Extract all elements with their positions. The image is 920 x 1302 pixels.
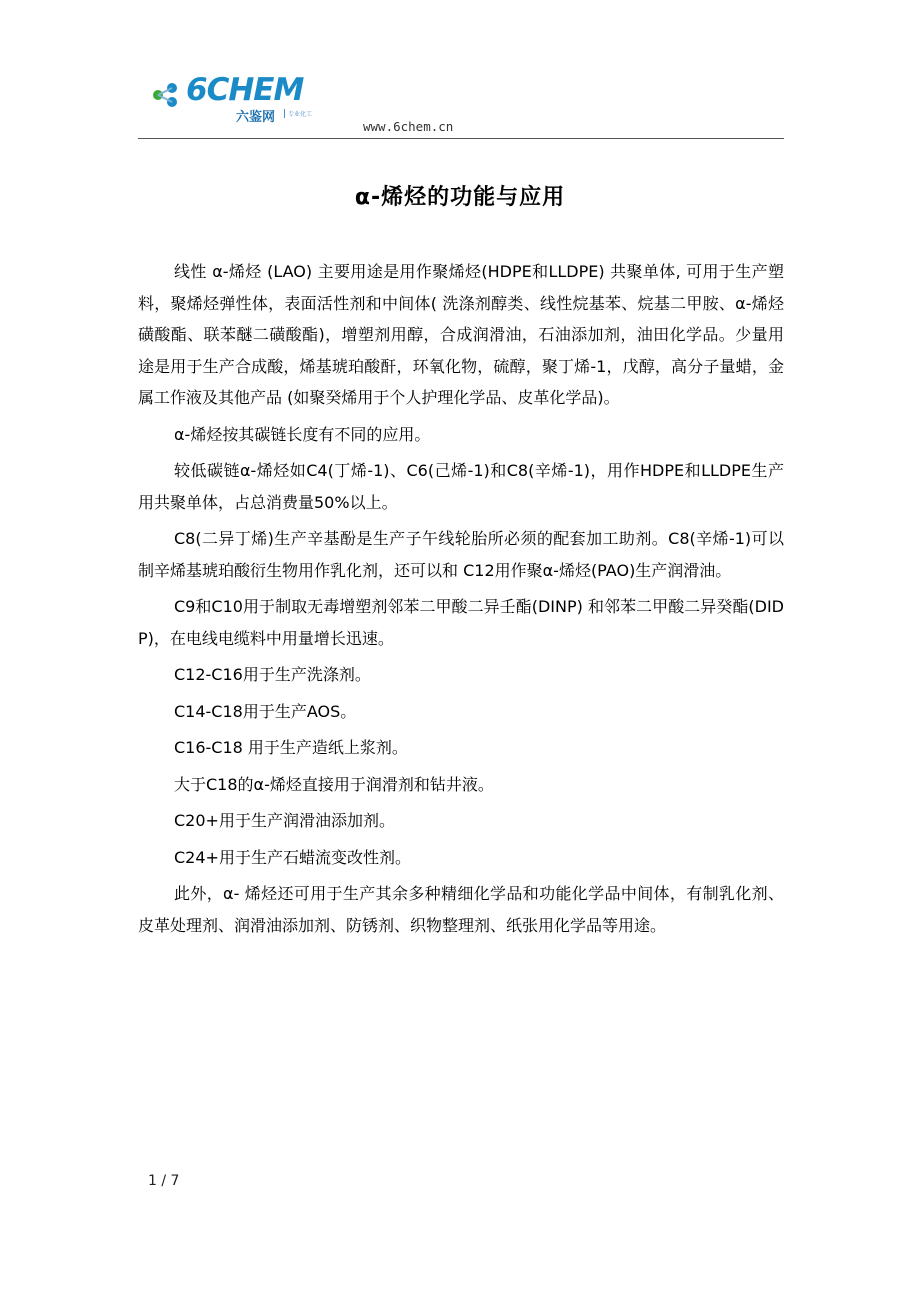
logo-tagline: 专业化工 (284, 109, 312, 118)
site-logo[interactable] (150, 74, 350, 126)
paragraph-11: C24+用于生产石蜡流变改性剂。 (174, 847, 411, 867)
header-divider (138, 138, 784, 139)
paragraph-12: 此外，α- 烯烃还可用于生产其余多种精细化学品和功能化学品中间体，有制乳化剂、皮革处理剂、润滑油添加剂、防锈剂、织物整理剂、纸张用化学品等用途。 (138, 884, 784, 935)
paragraph-9: 大于C18的α-烯烃直接用于润滑剂和钻井液。 (174, 774, 494, 794)
paragraph-3: 较低碳链α-烯烃如C4(丁烯-1)、C6(己烯-1)和C8(辛烯-1)，用作HDPE和LLDPE生产用共聚单体，占总消费量50%以上。 (138, 461, 784, 512)
logo-wordmark: 6CHEM (186, 72, 304, 108)
paragraph-4: C8(二异丁烯)生产辛基酚是生产子午线轮胎所必须的配套加工助剂。C8(辛烯-1)可以制辛烯基琥珀酸衍生物用作乳化剂，还可以和 C12用作聚α-烯烃(PAO)生产润滑油。 (138, 529, 784, 580)
paragraph-1: 线性 α-烯烃 (LAO) 主要用途是用作聚烯烃(HDPE和LLDPE) 共聚单体, 可用于生产塑料，聚烯烃弹性体，表面活性剂和中间体( 洗涤剂醇类、线性烷基苯、烷基二甲胺、α-烯烃磺酸酯、联苯醚二磺酸酯)，增塑剂用醇，合成润滑油，石油添加剂，油田化学品。少量用途是用于生产合成酸，烯基琥珀酸酐，环氧化物，硫醇，聚丁烯-1，戊醇，高分子量蜡，金属工作液及其他产品 (如聚癸烯用于个人护理化学品、皮革化学品)。 (138, 262, 784, 407)
paragraph-5: C9和C10用于制取无毒增塑剂邻苯二甲酸二异壬酯(DINP) 和邻苯二甲酸二异癸酯(DIDP)，在电线电缆料中用量增长迅速。 (138, 597, 784, 648)
page-header (138, 74, 784, 140)
paragraph-2: α-烯烃按其碳链长度有不同的应用。 (174, 424, 431, 444)
paragraph-7: C14-C18用于生产AOS。 (174, 701, 357, 721)
page-number: 1 / 7 (148, 1173, 180, 1189)
paragraph-10: C20+用于生产润滑油添加剂。 (174, 811, 395, 830)
molecule-icon (150, 80, 184, 110)
document-body (138, 256, 784, 946)
logo-subtitle: 六鉴网 (236, 110, 276, 125)
document-title: α-烯烃的功能与应用 (354, 185, 566, 210)
site-url[interactable]: www.6chem.cn (363, 119, 454, 134)
paragraph-8: C16-C18 用于生产造纸上浆剂。 (174, 738, 408, 757)
paragraph-6: C12-C16用于生产洗涤剂。 (174, 665, 371, 684)
